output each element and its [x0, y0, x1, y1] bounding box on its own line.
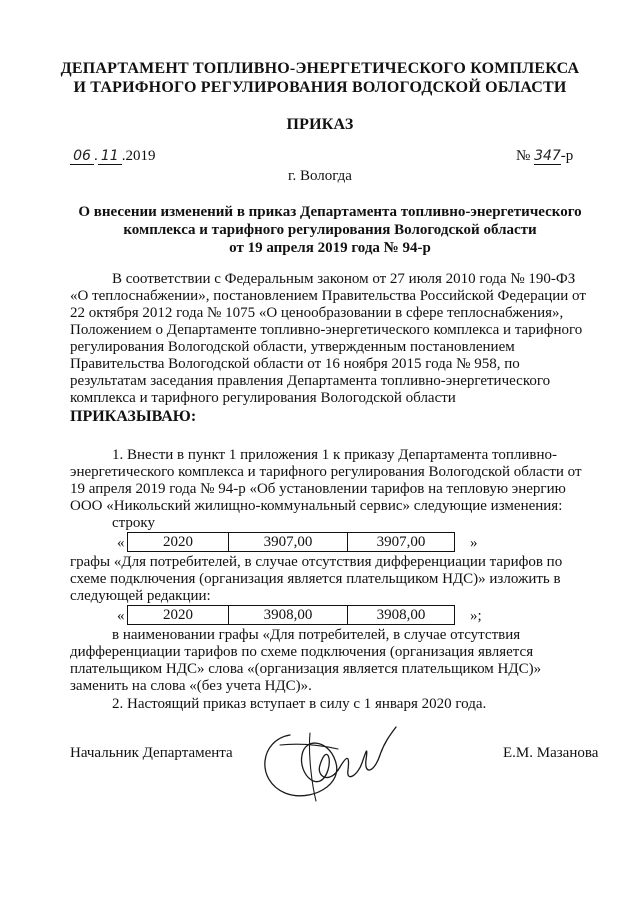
number-value: 347	[534, 148, 561, 164]
order-word: ПРИКАЗЫВАЮ:	[70, 408, 197, 425]
new-value2-cell: 3908,00	[348, 606, 455, 625]
preamble: В соответствии с Федеральным законом от 27 июля 2010 года № 190-ФЗ «О теплоснабжении», постановлением Правительства Российской Федерации от 22 октября 2012 года № 1075 «О ценообразовании в сфере теплоснабжения», Положением о Департаменте топливно-энергетического комплекса и тарифного регулирования Вологодской области, утвержденным постановлением Правительства Вологодской области от 16 ноября 2015 года № 958, по результатам заседания правления Департамента топливно-энергетического комплекса и тарифного регулирования Вологодской области	[70, 271, 586, 406]
close-quote-new: »;	[470, 608, 482, 624]
open-quote-old: «	[117, 535, 125, 551]
document-type: ПРИКАЗ	[286, 116, 354, 133]
order-title: О внесении изменений в приказ Департамента топливно-энергетического комплекса и тарифного регулирования Вологодской области от 19 апреля 2019 года № 94-р	[78, 204, 582, 256]
tariff-row-new	[127, 605, 455, 625]
new-year-cell: 2020	[128, 606, 229, 625]
close-quote-old: »	[470, 535, 478, 551]
date-year: .2019	[121, 148, 156, 164]
department-name-line1: ДЕПАРТАМЕНТ ТОПЛИВНО-ЭНЕРГЕТИЧЕСКОГО КОМПЛЕКСА	[60, 60, 580, 77]
signer-position: Начальник Департамента	[70, 745, 233, 761]
department-name-line2: И ТАРИФНОГО РЕГУЛИРОВАНИЯ ВОЛОГОДСКОЙ ОБЛАСТИ	[73, 79, 567, 96]
signer-name: Е.М. Мазанова	[503, 745, 599, 761]
item-1-rename: в наименовании графы «Для потребителей, в случае отсутствия дифференциации тарифов по схеме подключения (организация является плательщиком НДС» слова «(организация является плательщиком НДС)» заменить на слова «(без учета НДС)».	[70, 627, 542, 694]
new-value1-cell: 3908,00	[229, 606, 348, 625]
old-year-cell: 2020	[128, 533, 229, 552]
old-value2-cell: 3907,00	[348, 533, 455, 552]
item-2: 2. Настоящий приказ вступает в силу с 1 января 2020 года.	[112, 696, 487, 712]
document-date: 06 . 11 .2019	[70, 148, 156, 165]
old-value1-cell: 3907,00	[229, 533, 348, 552]
tariff-row-old	[127, 532, 455, 552]
date-day: 06	[70, 149, 94, 165]
open-quote-new: «	[117, 608, 125, 624]
date-month: 11	[98, 149, 122, 165]
item-1-continued: графы «Для потребителей, в случае отсутствия дифференциации тарифов по схеме подключения (организация является плательщиком НДС)» изложить в следующей редакции:	[70, 554, 563, 604]
document-number: № 347-р	[516, 148, 574, 164]
city: г. Вологда	[288, 168, 352, 184]
handwritten-signature	[250, 715, 400, 805]
item-1: 1. Внести в пункт 1 приложения 1 к приказу Департамента топливно- энергетического комплекса и тарифного регулирования Вологодской области от 19 апреля 2019 года № 94-р «Об установлении тарифов на тепловую энергию ООО «Никольский жилищно-коммунальный сервис» следующие изменения: строку	[70, 447, 582, 531]
